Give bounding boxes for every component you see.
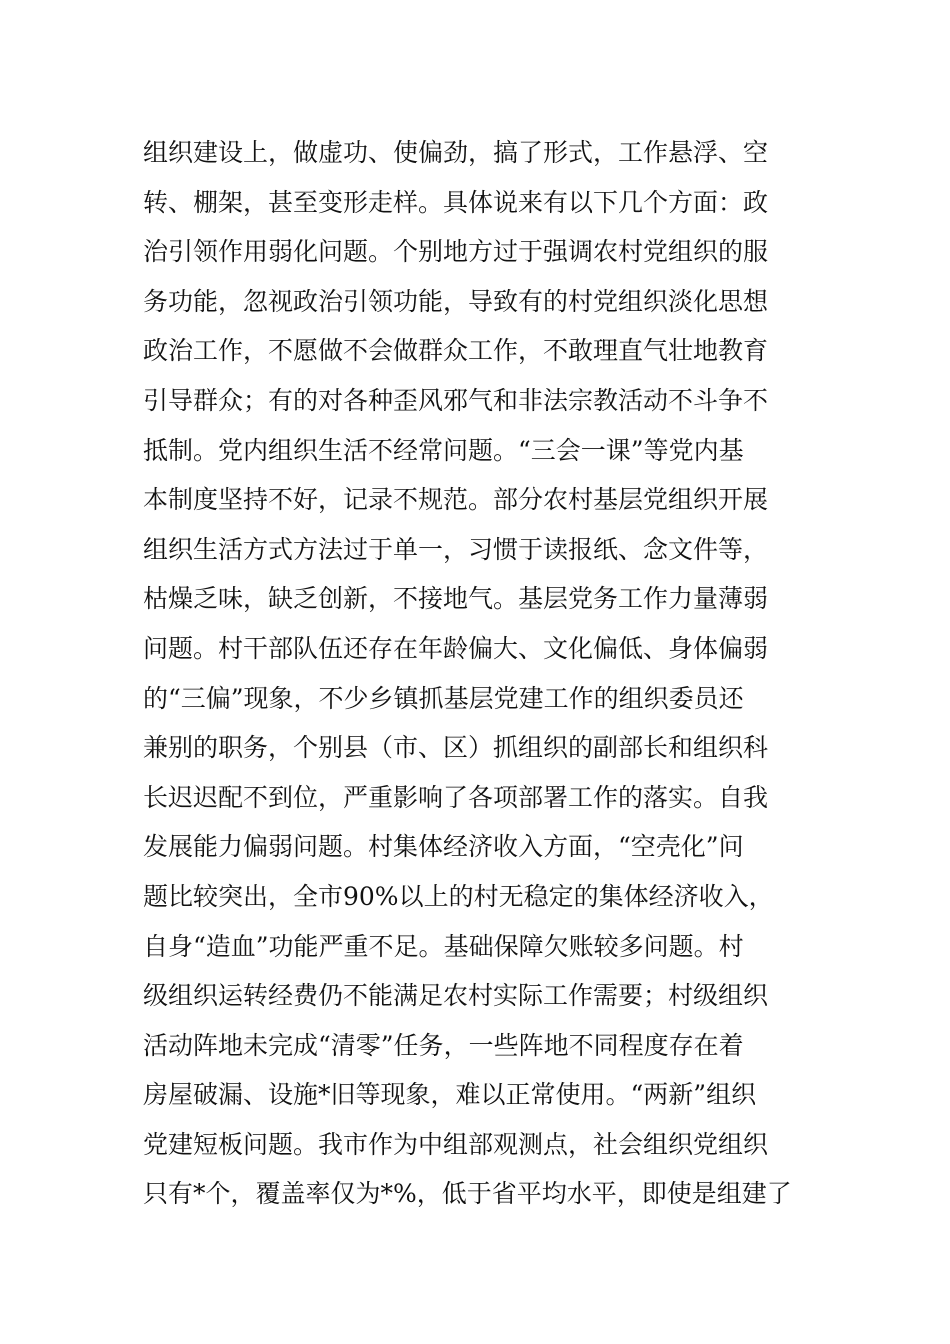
text-line: 组织生活方式方法过于单一，习惯于读报纸、念文件等，	[143, 534, 769, 564]
text-line: 务功能，忽视政治引领功能，导致有的村党组织淡化思想	[143, 286, 769, 316]
text-line: 房屋破漏、设施*旧等现象，难以正常使用。“两新”组织	[143, 1080, 757, 1110]
text-line: 转、棚架，甚至变形走样。具体说来有以下几个方面：政	[143, 187, 769, 217]
text-line: 题比较突出，全市90%以上的村无稳定的集体经济收入，	[143, 881, 774, 911]
text-line: 枯燥乏味，缺乏创新，不接地气。基层党务工作力量薄弱	[143, 584, 769, 614]
text-line: 本制度坚持不好，记录不规范。部分农村基层党组织开展	[143, 485, 769, 515]
text-line: 治引领作用弱化问题。个别地方过于强调农村党组织的服	[143, 237, 769, 267]
text-line: 自身“造血”功能严重不足。基础保障欠账较多问题。村	[143, 931, 744, 961]
text-line: 发展能力偏弱问题。村集体经济收入方面，“空壳化”问	[143, 832, 744, 862]
text-line: 活动阵地未完成“清零”任务，一些阵地不同程度存在着	[143, 1030, 744, 1060]
text-line: 政治工作，不愿做不会做群众工作，不敢理直气壮地教育	[143, 336, 769, 366]
text-line: 长迟迟配不到位，严重影响了各项部署工作的落实。自我	[143, 782, 769, 812]
text-line: 的“三偏”现象，不少乡镇抓基层党建工作的组织委员还	[143, 683, 744, 713]
text-line: 级组织运转经费仍不能满足农村实际工作需要；村级组织	[143, 981, 769, 1011]
text-line: 问题。村干部队伍还存在年龄偏大、文化偏低、身体偏弱	[143, 633, 769, 663]
text-line: 兼别的职务，个别县（市、区）抓组织的副部长和组织科	[143, 733, 769, 763]
text-line: 抵制。党内组织生活不经常问题。“三会一课”等党内基	[143, 435, 744, 465]
text-line: 只有*个，覆盖率仅为*%，低于省平均水平，即使是组建了	[143, 1179, 792, 1209]
body-paragraph	[143, 128, 823, 1219]
text-line: 党建短板问题。我市作为中组部观测点，社会组织党组织	[143, 1129, 769, 1159]
text-line: 引导群众；有的对各种歪风邪气和非法宗教活动不斗争不	[143, 385, 769, 415]
text-line: 组织建设上，做虚功、使偏劲，搞了形式，工作悬浮、空	[143, 138, 769, 167]
